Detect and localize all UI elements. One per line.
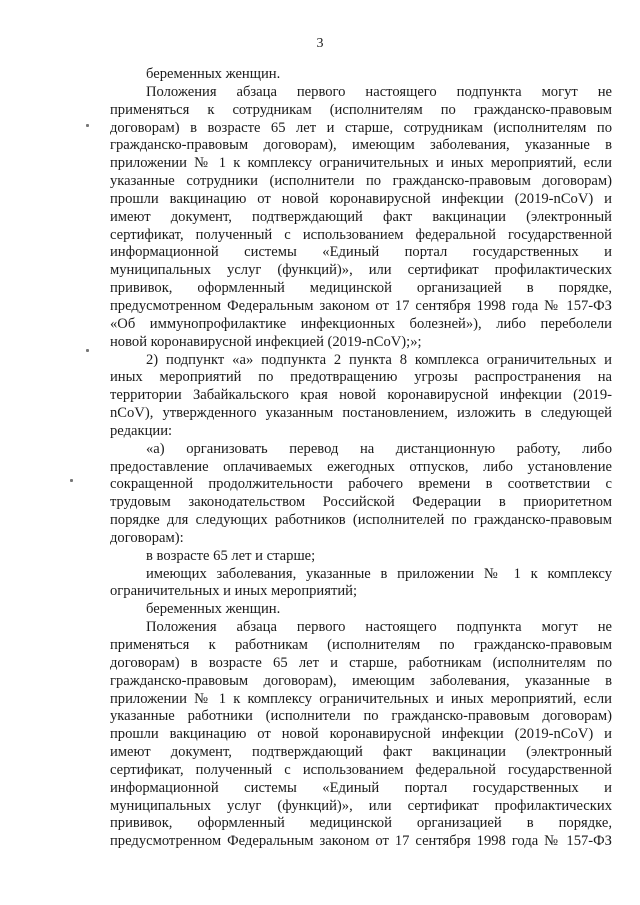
document-body <box>110 66 612 851</box>
text-line: имеют документ, подтверждающий факт вакцинации (электронный <box>110 208 612 225</box>
text-line: муниципальных услуг (функций)», или сертификат профилактических <box>110 797 612 814</box>
text-line: имеют документ, подтверждающий факт вакцинации (электронный <box>110 744 612 761</box>
text-line: «Об иммунопрофилактике инфекционных болезней»), либо переболели <box>110 315 612 332</box>
text-line: новой коронавирусной инфекцией (2019-nCoV);»; <box>110 333 422 350</box>
text-line: прививок, оформленный медицинской организацией в порядке, <box>110 815 612 832</box>
text-line: информационной системы «Единый портал государственных и <box>110 779 612 796</box>
text-line: договорам): <box>110 529 184 546</box>
text-line: прошли вакцинацию от новой коронавирусной инфекции (2019-nCoV) и <box>110 726 612 743</box>
text-line: беременных женщин. <box>146 66 281 82</box>
scan-artifact-mark <box>86 349 89 352</box>
text-line: применяться к сотрудникам (исполнителям по гражданско-правовым <box>110 101 612 118</box>
text-line: территории Забайкальского края новой коронавирусной инфекции (2019- <box>110 387 612 404</box>
text-line: предусмотренном Федеральным законом от 17 сентября 1998 года № 157-ФЗ <box>110 833 612 850</box>
text-line: редакции: <box>110 422 173 439</box>
text-line: указанные работники (исполнители по гражданско-правовым договорам) <box>110 708 612 725</box>
page-number: 3 <box>316 36 324 51</box>
text-line: иных мероприятий по предотвращению угрозы распространения на <box>110 369 612 386</box>
text-line: указанные сотрудники (исполнители по гражданско-правовым договорам) <box>110 173 612 190</box>
text-line: в возрасте 65 лет и старше; <box>146 547 316 564</box>
text-line: Положения абзаца первого настоящего подпункта могут не <box>146 83 612 100</box>
text-line: предусмотренном Федеральным законом от 17 сентября 1998 года № 157-ФЗ <box>110 297 612 314</box>
text-line: прививок, оформленный медицинской организацией в порядке, <box>110 280 612 297</box>
text-line: сертификат, полученный с использованием федеральной государственной <box>110 761 612 778</box>
text-line: гражданско-правовым договорам), имеющим заболевания, указанные в <box>110 137 612 154</box>
text-line: информационной системы «Единый портал государственных и <box>110 244 612 261</box>
text-line: предоставление оплачиваемых ежегодных отпусков, либо установление <box>110 458 612 475</box>
text-line: nCoV), утвержденного указанным постановлением, изложить в следующей <box>110 405 612 422</box>
text-line: приложении № 1 к комплексу ограничительных и иных мероприятий, если <box>110 155 612 172</box>
scan-artifact-mark <box>70 479 73 482</box>
text-line: приложении № 1 к комплексу ограничительных и иных мероприятий, если <box>110 690 612 707</box>
text-line: Положения абзаца первого настоящего подпункта могут не <box>146 619 612 636</box>
text-line: сокращенной продолжительности рабочего времени в соответствии с <box>110 476 612 493</box>
text-line: 2) подпункт «а» подпункта 2 пункта 8 комплекса ограничительных и <box>146 351 612 368</box>
text-line: сертификат, полученный с использованием федеральной государственной <box>110 226 612 243</box>
text-line: ограничительных и иных мероприятий; <box>110 583 357 600</box>
text-line: беременных женщин. <box>146 601 281 618</box>
scan-artifact-mark <box>86 124 89 127</box>
text-line: прошли вакцинацию от новой коронавирусной инфекции (2019-nCoV) и <box>110 190 612 207</box>
text-line: договорам) в возрасте 65 лет и старше, работникам (исполнителям по <box>110 654 612 671</box>
text-line: «а) организовать перевод на дистанционную работу, либо <box>146 440 612 457</box>
text-line: порядке для следующих работников (исполнителей по гражданско-правовым <box>110 512 612 529</box>
text-line: имеющих заболевания, указанные в приложении № 1 к комплексу <box>146 565 612 582</box>
text-line: гражданско-правовым договорам), имеющим заболевания, указанные в <box>110 672 612 689</box>
text-line: договорам) в возрасте 65 лет и старше, сотрудникам (исполнителям по <box>110 119 612 136</box>
text-line: трудовым законодательством Российской Федерации в приоритетном <box>110 494 612 511</box>
text-line: применяться к работникам (исполнителям по гражданско-правовым <box>110 637 612 653</box>
text-line: муниципальных услуг (функций)», или сертификат профилактических <box>110 262 612 279</box>
